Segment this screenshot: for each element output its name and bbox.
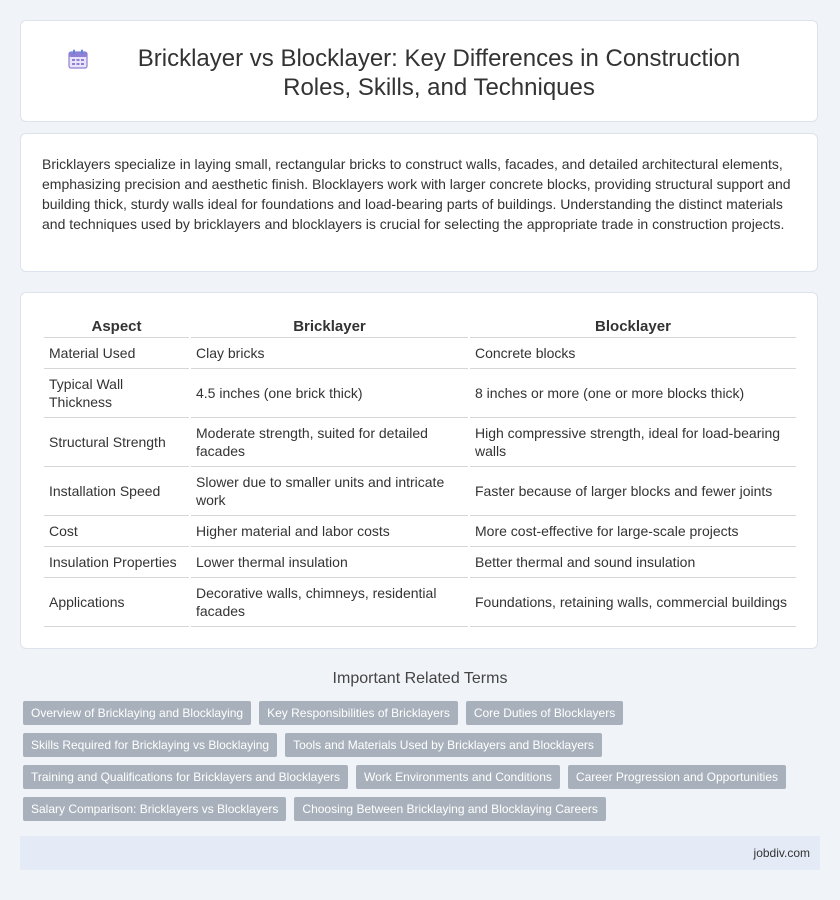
column-header: Bricklayer: [191, 315, 468, 338]
aspect-cell: Applications: [44, 578, 189, 627]
bricklayer-cell: Decorative walls, chimneys, residential facades: [191, 578, 468, 627]
table-row: [44, 516, 796, 547]
aspect-cell: Material Used: [44, 338, 189, 369]
table-row: [44, 418, 796, 467]
site-link[interactable]: jobdiv.com: [753, 846, 810, 860]
title-card: [20, 20, 818, 122]
footer: [20, 836, 820, 870]
blocklayer-cell: More cost-effective for large-scale projects: [470, 516, 796, 547]
related-term-tag[interactable]: Tools and Materials Used by Bricklayers and Blocklayers: [285, 733, 602, 757]
tag-row: [23, 701, 631, 725]
related-term-tag[interactable]: Key Responsibilities of Bricklayers: [259, 701, 458, 725]
blocklayer-cell: Better thermal and sound insulation: [470, 547, 796, 578]
bricklayer-cell: Clay bricks: [191, 338, 468, 369]
aspect-cell: Typical Wall Thickness: [44, 369, 189, 418]
comparison-table: [42, 315, 798, 627]
blocklayer-cell: Concrete blocks: [470, 338, 796, 369]
bricklayer-cell: Slower due to smaller units and intricate work: [191, 467, 468, 516]
table-row: [44, 369, 796, 418]
related-term-tag[interactable]: Core Duties of Blocklayers: [466, 701, 623, 725]
aspect-cell: Cost: [44, 516, 189, 547]
page-title: Bricklayer vs Blocklayer: Key Differences in Construction Roles, Skills, and Techniques: [137, 45, 741, 101]
related-term-tag[interactable]: Overview of Bricklaying and Blocklaying: [23, 701, 251, 725]
tag-row: [23, 797, 614, 821]
related-term-tag[interactable]: Work Environments and Conditions: [356, 765, 560, 789]
related-terms-heading: Important Related Terms: [332, 670, 508, 687]
blocklayer-cell: Foundations, retaining walls, commercial buildings: [470, 578, 796, 627]
blocklayer-cell: 8 inches or more (one or more blocks thick): [470, 369, 796, 418]
related-term-tag[interactable]: Salary Comparison: Bricklayers vs Blocklayers: [23, 797, 286, 821]
table-row: [44, 547, 796, 578]
table-row: [44, 578, 796, 627]
bricklayer-cell: Lower thermal insulation: [191, 547, 468, 578]
table-row: [44, 467, 796, 516]
related-term-tag[interactable]: Choosing Between Bricklaying and Blocklaying Careers: [294, 797, 606, 821]
column-header: Blocklayer: [470, 315, 796, 338]
bricklayer-cell: Higher material and labor costs: [191, 516, 468, 547]
table-header-row: [44, 315, 796, 338]
column-header: Aspect: [44, 315, 189, 338]
intro-paragraph: Bricklayers specialize in laying small, rectangular bricks to construct walls, facades, and detailed architectural elements, emphasizing precision and aesthetic finish. Blocklayers work with larger concrete blocks, providing structural support and building thick, sturdy walls ideal for foundations and load-bearing parts of buildings. Understanding the distinct materials and techniques used by bricklayers and blocklayers is crucial for selecting the appropriate trade in construction projects.: [42, 156, 791, 232]
aspect-cell: Structural Strength: [44, 418, 189, 467]
aspect-cell: Installation Speed: [44, 467, 189, 516]
bricklayer-cell: Moderate strength, suited for detailed facades: [191, 418, 468, 467]
intro-card: [20, 133, 818, 272]
comparison-card: [20, 292, 818, 649]
tag-row: [23, 765, 794, 789]
related-term-tag[interactable]: Skills Required for Bricklaying vs Blocklaying: [23, 733, 277, 757]
table-row: [44, 338, 796, 369]
tag-row: [23, 733, 610, 757]
blocklayer-cell: High compressive strength, ideal for load-bearing walls: [470, 418, 796, 467]
related-term-tag[interactable]: Career Progression and Opportunities: [568, 765, 786, 789]
blocklayer-cell: Faster because of larger blocks and fewer joints: [470, 467, 796, 516]
related-term-tag[interactable]: Training and Qualifications for Bricklayers and Blocklayers: [23, 765, 348, 789]
aspect-cell: Insulation Properties: [44, 547, 189, 578]
bricklayer-cell: 4.5 inches (one brick thick): [191, 369, 468, 418]
